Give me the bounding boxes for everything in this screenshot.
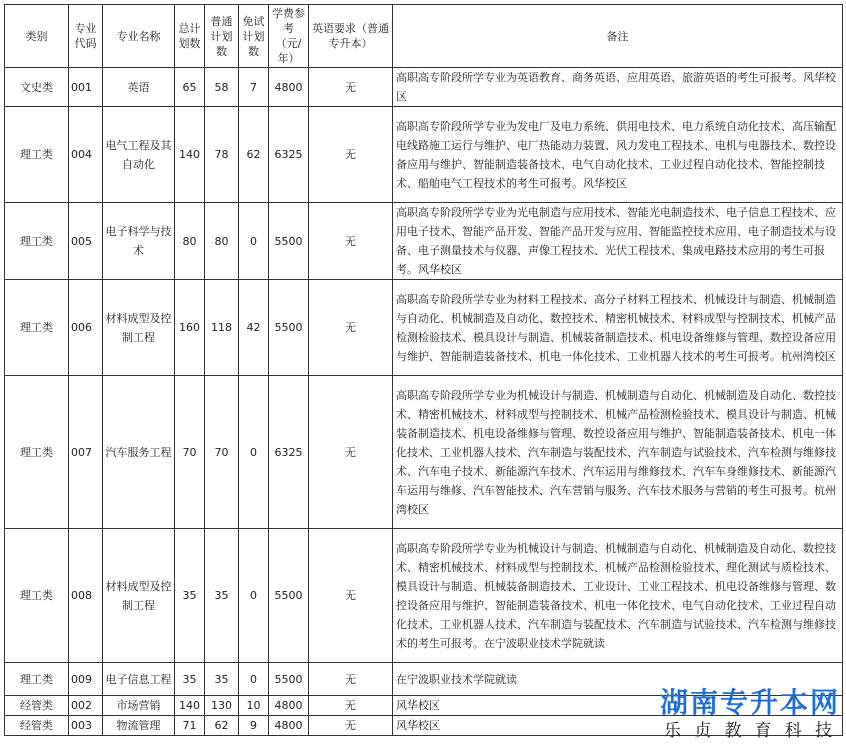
- cell-regular: 62: [205, 716, 239, 736]
- cell-code: 009: [69, 663, 103, 696]
- table-row: [5, 107, 843, 203]
- header-note: 备注: [393, 5, 843, 68]
- cell-english: 无: [309, 663, 393, 696]
- watermark-char: 教: [724, 721, 746, 741]
- cell-note: 高职高专阶段所学专业为机械设计与制造、机械制造与自动化、机械制造及自动化、数控技术、精密机械技术、材料成型与控制技术、机械产品检测检验技术、理化测试与质检技术、模具设计与制造、机械装备制造技术、工业设计、工业工程技术、机电设备维修与管理、数控设备应用与维护、智能制造装备技术、机电一体化技术、电气自动化技术、工业过程自动化技术、工业机器人技术、汽车制造与装配技术、汽车制造与试验技术、汽车检测与维修技术的考生可报考。在宁波职业技术学院就读: [393, 529, 843, 663]
- cell-name: 电子信息工程: [103, 663, 175, 696]
- cell-fee: 5500: [269, 529, 309, 663]
- cell-note: 高职高专阶段所学专业为发电厂及电力系统、供用电技术、电力系统自动化技术、高压输配电线路施工运行与维护、电厂热能动力装置、风力发电工程技术、电机与电器技术、数控设备应用与维护、智能制造装备技术、电气自动化技术、工业过程自动化技术、智能控制技术、船舶电气工程技术的考生可报考。风华校区: [393, 107, 843, 203]
- cell-category: 理工类: [5, 280, 69, 376]
- cell-category: 理工类: [5, 529, 69, 663]
- cell-note: 风华校区: [393, 696, 843, 716]
- cell-note: 风华校区: [393, 716, 843, 736]
- cell-english: 无: [309, 529, 393, 663]
- cell-english: 无: [309, 696, 393, 716]
- cell-english: 无: [309, 280, 393, 376]
- cell-name: 电气工程及其自动化: [103, 107, 175, 203]
- cell-fee: 4800: [269, 716, 309, 736]
- cell-total: 65: [175, 68, 205, 107]
- cell-category: 理工类: [5, 203, 69, 280]
- cell-exempt: 0: [239, 203, 269, 280]
- cell-english: 无: [309, 107, 393, 203]
- cell-total: 140: [175, 107, 205, 203]
- cell-exempt: 9: [239, 716, 269, 736]
- cell-code: 002: [69, 696, 103, 716]
- cell-regular: 35: [205, 529, 239, 663]
- table-row: [5, 529, 843, 663]
- cell-note: 高职高专阶段所学专业为机械设计与制造、机械制造与自动化、机械制造及自动化、数控技术、精密机械技术、材料成型与控制技术、机械产品检测检验技术、模具设计与制造、机械装备制造技术、机电设备维修与管理、数控设备应用与维护、智能制造装备技术、机电一体化技术、工业机器人技术、汽车制造与装配技术、汽车制造与试验技术、汽车检测与维修技术、汽车电子技术、新能源汽车技术、汽车运用与维修技术、汽车车身维修技术、新能源汽车运用与维修、汽车智能技术、汽车营销与服务、汽车技术服务与营销的考生可报考。杭州湾校区: [393, 376, 843, 529]
- watermark-char: 育: [754, 721, 776, 741]
- cell-name: 材料成型及控制工程: [103, 280, 175, 376]
- cell-regular: 118: [205, 280, 239, 376]
- cell-regular: 78: [205, 107, 239, 203]
- cell-regular: 35: [205, 663, 239, 696]
- header-category: 类别: [5, 5, 69, 68]
- cell-code: 008: [69, 529, 103, 663]
- cell-total: 71: [175, 716, 205, 736]
- cell-name: 市场营销: [103, 696, 175, 716]
- cell-category: 经管类: [5, 696, 69, 716]
- cell-note: 高职高专阶段所学专业为材料工程技术、高分子材料工程技术、机械设计与制造、机械制造与自动化、机械制造及自动化、数控技术、精密机械技术、材料成型与控制技术、机械产品检测检验技术、模具设计与制造、机械装备制造技术、机电设备维修与管理、数控设备应用与维护、智能制造装备技术、机电一体化技术、工业机器人技术的考生可报考。杭州湾校区: [393, 280, 843, 376]
- cell-name: 物流管理: [103, 716, 175, 736]
- header-total: 总计划数: [175, 5, 205, 68]
- cell-exempt: 0: [239, 663, 269, 696]
- cell-exempt: 10: [239, 696, 269, 716]
- watermark-char: 贞: [694, 721, 716, 741]
- cell-fee: 6325: [269, 376, 309, 529]
- cell-fee: 4800: [269, 68, 309, 107]
- cell-regular: 58: [205, 68, 239, 107]
- table-row: [5, 68, 843, 107]
- watermark-char: 技: [815, 721, 836, 741]
- watermark-logo: [660, 686, 840, 742]
- cell-total: 140: [175, 696, 205, 716]
- header-exempt: 免试计划数: [239, 5, 269, 68]
- watermark-char: 乐: [663, 721, 685, 741]
- cell-exempt: 62: [239, 107, 269, 203]
- cell-code: 004: [69, 107, 103, 203]
- cell-name: 材料成型及控制工程: [103, 529, 175, 663]
- cell-code: 006: [69, 280, 103, 376]
- cell-regular: 80: [205, 203, 239, 280]
- cell-category: 理工类: [5, 107, 69, 203]
- header-fee: 学费参考（元/年）: [269, 5, 309, 68]
- watermark-subtitle: [660, 720, 840, 742]
- watermark-title: 湖南专升本网: [659, 686, 840, 719]
- table-row: [5, 280, 843, 376]
- cell-exempt: 0: [239, 376, 269, 529]
- cell-english: 无: [309, 376, 393, 529]
- cell-total: 160: [175, 280, 205, 376]
- cell-note: 在宁波职业技术学院就读: [393, 663, 843, 696]
- cell-category: 理工类: [5, 376, 69, 529]
- cell-code: 005: [69, 203, 103, 280]
- header-name: 专业名称: [103, 5, 175, 68]
- cell-regular: 70: [205, 376, 239, 529]
- cell-category: 经管类: [5, 716, 69, 736]
- cell-regular: 130: [205, 696, 239, 716]
- cell-english: 无: [309, 203, 393, 280]
- cell-category: 理工类: [5, 663, 69, 696]
- cell-total: 70: [175, 376, 205, 529]
- cell-category: 文史类: [5, 68, 69, 107]
- cell-fee: 4800: [269, 696, 309, 716]
- header-regular: 普通计划数: [205, 5, 239, 68]
- header-english: 英语要求（普通专升本）: [309, 5, 393, 68]
- cell-code: 003: [69, 716, 103, 736]
- cell-name: 电子科学与技术: [103, 203, 175, 280]
- header-code: 专业代码: [69, 5, 103, 68]
- admission-plan-table: [4, 4, 843, 736]
- cell-total: 35: [175, 663, 205, 696]
- cell-note: 高职高专阶段所学专业为英语教育、商务英语、应用英语、旅游英语的考生可报考。风华校区: [393, 68, 843, 107]
- cell-fee: 5500: [269, 663, 309, 696]
- table-row: [5, 203, 843, 280]
- cell-english: 无: [309, 716, 393, 736]
- cell-code: 007: [69, 376, 103, 529]
- cell-total: 35: [175, 529, 205, 663]
- watermark-char: 科: [784, 721, 806, 741]
- table-row: [5, 376, 843, 529]
- cell-exempt: 42: [239, 280, 269, 376]
- header-row: [5, 5, 843, 68]
- cell-fee: 5500: [269, 203, 309, 280]
- cell-note: 高职高专阶段所学专业为光电制造与应用技术、智能光电制造技术、电子信息工程技术、应用电子技术、智能产品开发、智能产品开发与应用、智能监控技术应用、电子制造技术与设备、电子测量技术与仪器、声像工程技术、光伏工程技术、集成电路技术应用的考生可报考。风华校区: [393, 203, 843, 280]
- cell-name: 汽车服务工程: [103, 376, 175, 529]
- cell-fee: 6325: [269, 107, 309, 203]
- cell-fee: 5500: [269, 280, 309, 376]
- cell-exempt: 0: [239, 529, 269, 663]
- cell-exempt: 7: [239, 68, 269, 107]
- cell-name: 英语: [103, 68, 175, 107]
- cell-english: 无: [309, 68, 393, 107]
- cell-total: 80: [175, 203, 205, 280]
- cell-code: 001: [69, 68, 103, 107]
